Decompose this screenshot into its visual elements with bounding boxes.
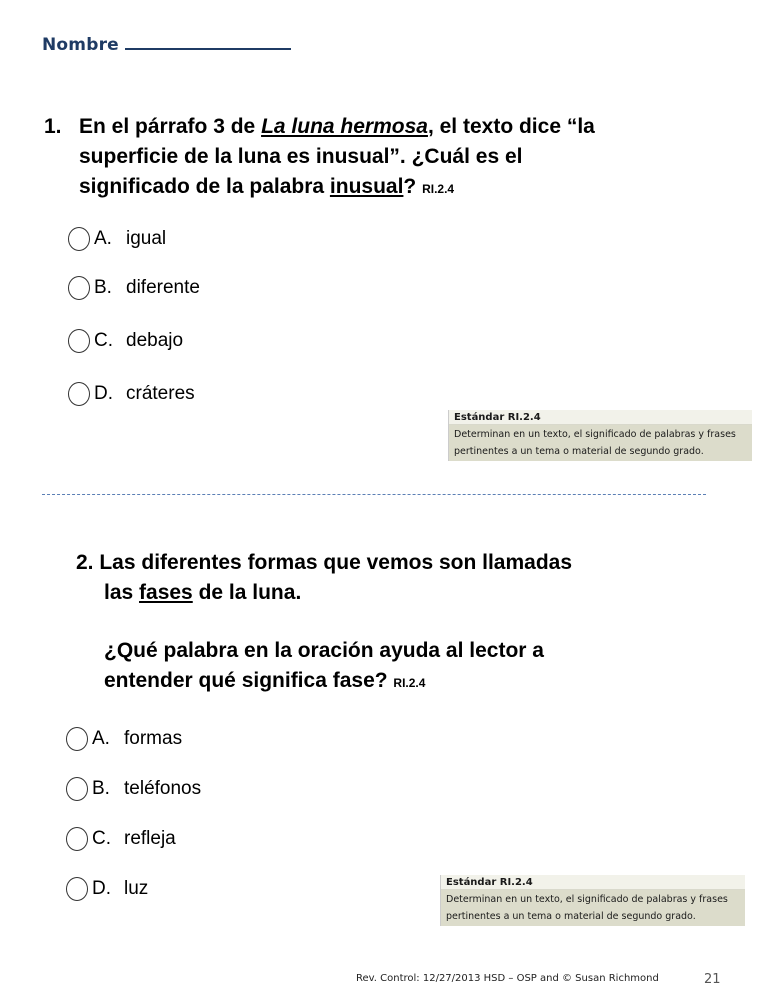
answer-bubble[interactable] [68, 276, 90, 300]
standard-title: Estándar RI.2.4 [449, 410, 752, 425]
question-1-text: , el texto dice “la [427, 115, 595, 138]
option-letter: B. [92, 778, 110, 799]
question-1-line-3 [44, 172, 595, 204]
question-2-line-2 [76, 578, 572, 608]
question-1 [44, 112, 595, 204]
question-1-text: significado de la palabra [79, 175, 330, 198]
name-blank-line[interactable] [125, 34, 291, 50]
option-letter: A. [92, 728, 110, 749]
option-letter: C. [92, 828, 111, 849]
question-1-number: 1. [44, 115, 62, 138]
option-text: refleja [124, 828, 176, 849]
question-1-text: En el párrafo 3 de [79, 115, 262, 138]
option-text: cráteres [126, 383, 195, 404]
standard-description-line: Determinan en un texto, el significado de palabras y frases [446, 894, 728, 905]
page-number: 21 [704, 972, 721, 987]
q1-option-d[interactable] [68, 382, 195, 406]
name-label: Nombre [42, 35, 119, 55]
name-field [42, 34, 291, 55]
q2-option-c[interactable] [66, 827, 176, 851]
question-1-line-2: superficie de la luna es inusual”. ¿Cuál es el [79, 145, 523, 168]
option-text: igual [126, 228, 167, 249]
answer-bubble[interactable] [68, 382, 90, 406]
question-2-text: las [104, 581, 140, 604]
question-1-line-1 [44, 112, 595, 142]
option-letter: A. [94, 228, 112, 249]
standard-box-1 [448, 410, 752, 461]
target-word: inusual [329, 175, 404, 198]
answer-bubble[interactable] [66, 827, 88, 851]
option-text: formas [124, 728, 183, 749]
q2-option-d[interactable] [66, 877, 148, 901]
q2-option-b[interactable] [66, 777, 201, 801]
standard-title: Estándar RI.2.4 [441, 875, 745, 890]
q1-option-c[interactable] [68, 329, 183, 353]
standard-description [449, 425, 752, 461]
option-letter: D. [92, 878, 111, 899]
standard-description-line: pertinentes a un tema o material de segundo grado. [446, 911, 696, 922]
question-1-text: ? [403, 175, 423, 198]
standard-tag: RI.2.4 [422, 182, 455, 196]
q1-option-a[interactable] [68, 227, 166, 251]
answer-bubble[interactable] [68, 227, 90, 251]
answer-bubble[interactable] [66, 777, 88, 801]
q1-option-b[interactable] [68, 276, 200, 300]
standard-tag: RI.2.4 [393, 676, 426, 690]
question-2 [76, 548, 572, 698]
standard-box-2 [440, 875, 745, 926]
answer-bubble[interactable] [66, 727, 88, 751]
option-letter: B. [94, 277, 112, 298]
question-2-line-4 [76, 666, 572, 698]
answer-bubble[interactable] [66, 877, 88, 901]
option-text: diferente [126, 277, 200, 298]
standard-description [441, 890, 745, 926]
option-letter: D. [94, 383, 113, 404]
standard-description-line: pertinentes a un tema o material de segundo grado. [454, 446, 704, 457]
target-word: fases [139, 581, 193, 604]
q2-option-a[interactable] [66, 727, 182, 751]
option-text: debajo [126, 330, 184, 351]
option-text: teléfonos [124, 778, 202, 799]
question-2-line-1: 2. Las diferentes formas que vemos son llamadas [76, 551, 573, 574]
revision-footer: Rev. Control: 12/27/2013 HSD – OSP and © Susan Richmond [356, 973, 659, 984]
question-2-text: de la luna. [192, 581, 302, 604]
story-title: La luna hermosa [261, 115, 428, 138]
option-letter: C. [94, 330, 113, 351]
question-2-line-3: ¿Qué palabra en la oración ayuda al lector a [104, 639, 544, 662]
section-divider [42, 494, 706, 495]
option-text: luz [124, 878, 149, 899]
answer-bubble[interactable] [68, 329, 90, 353]
question-2-text: entender qué significa fase? [104, 669, 394, 692]
standard-description-line: Determinan en un texto, el significado de palabras y frases [454, 429, 736, 440]
